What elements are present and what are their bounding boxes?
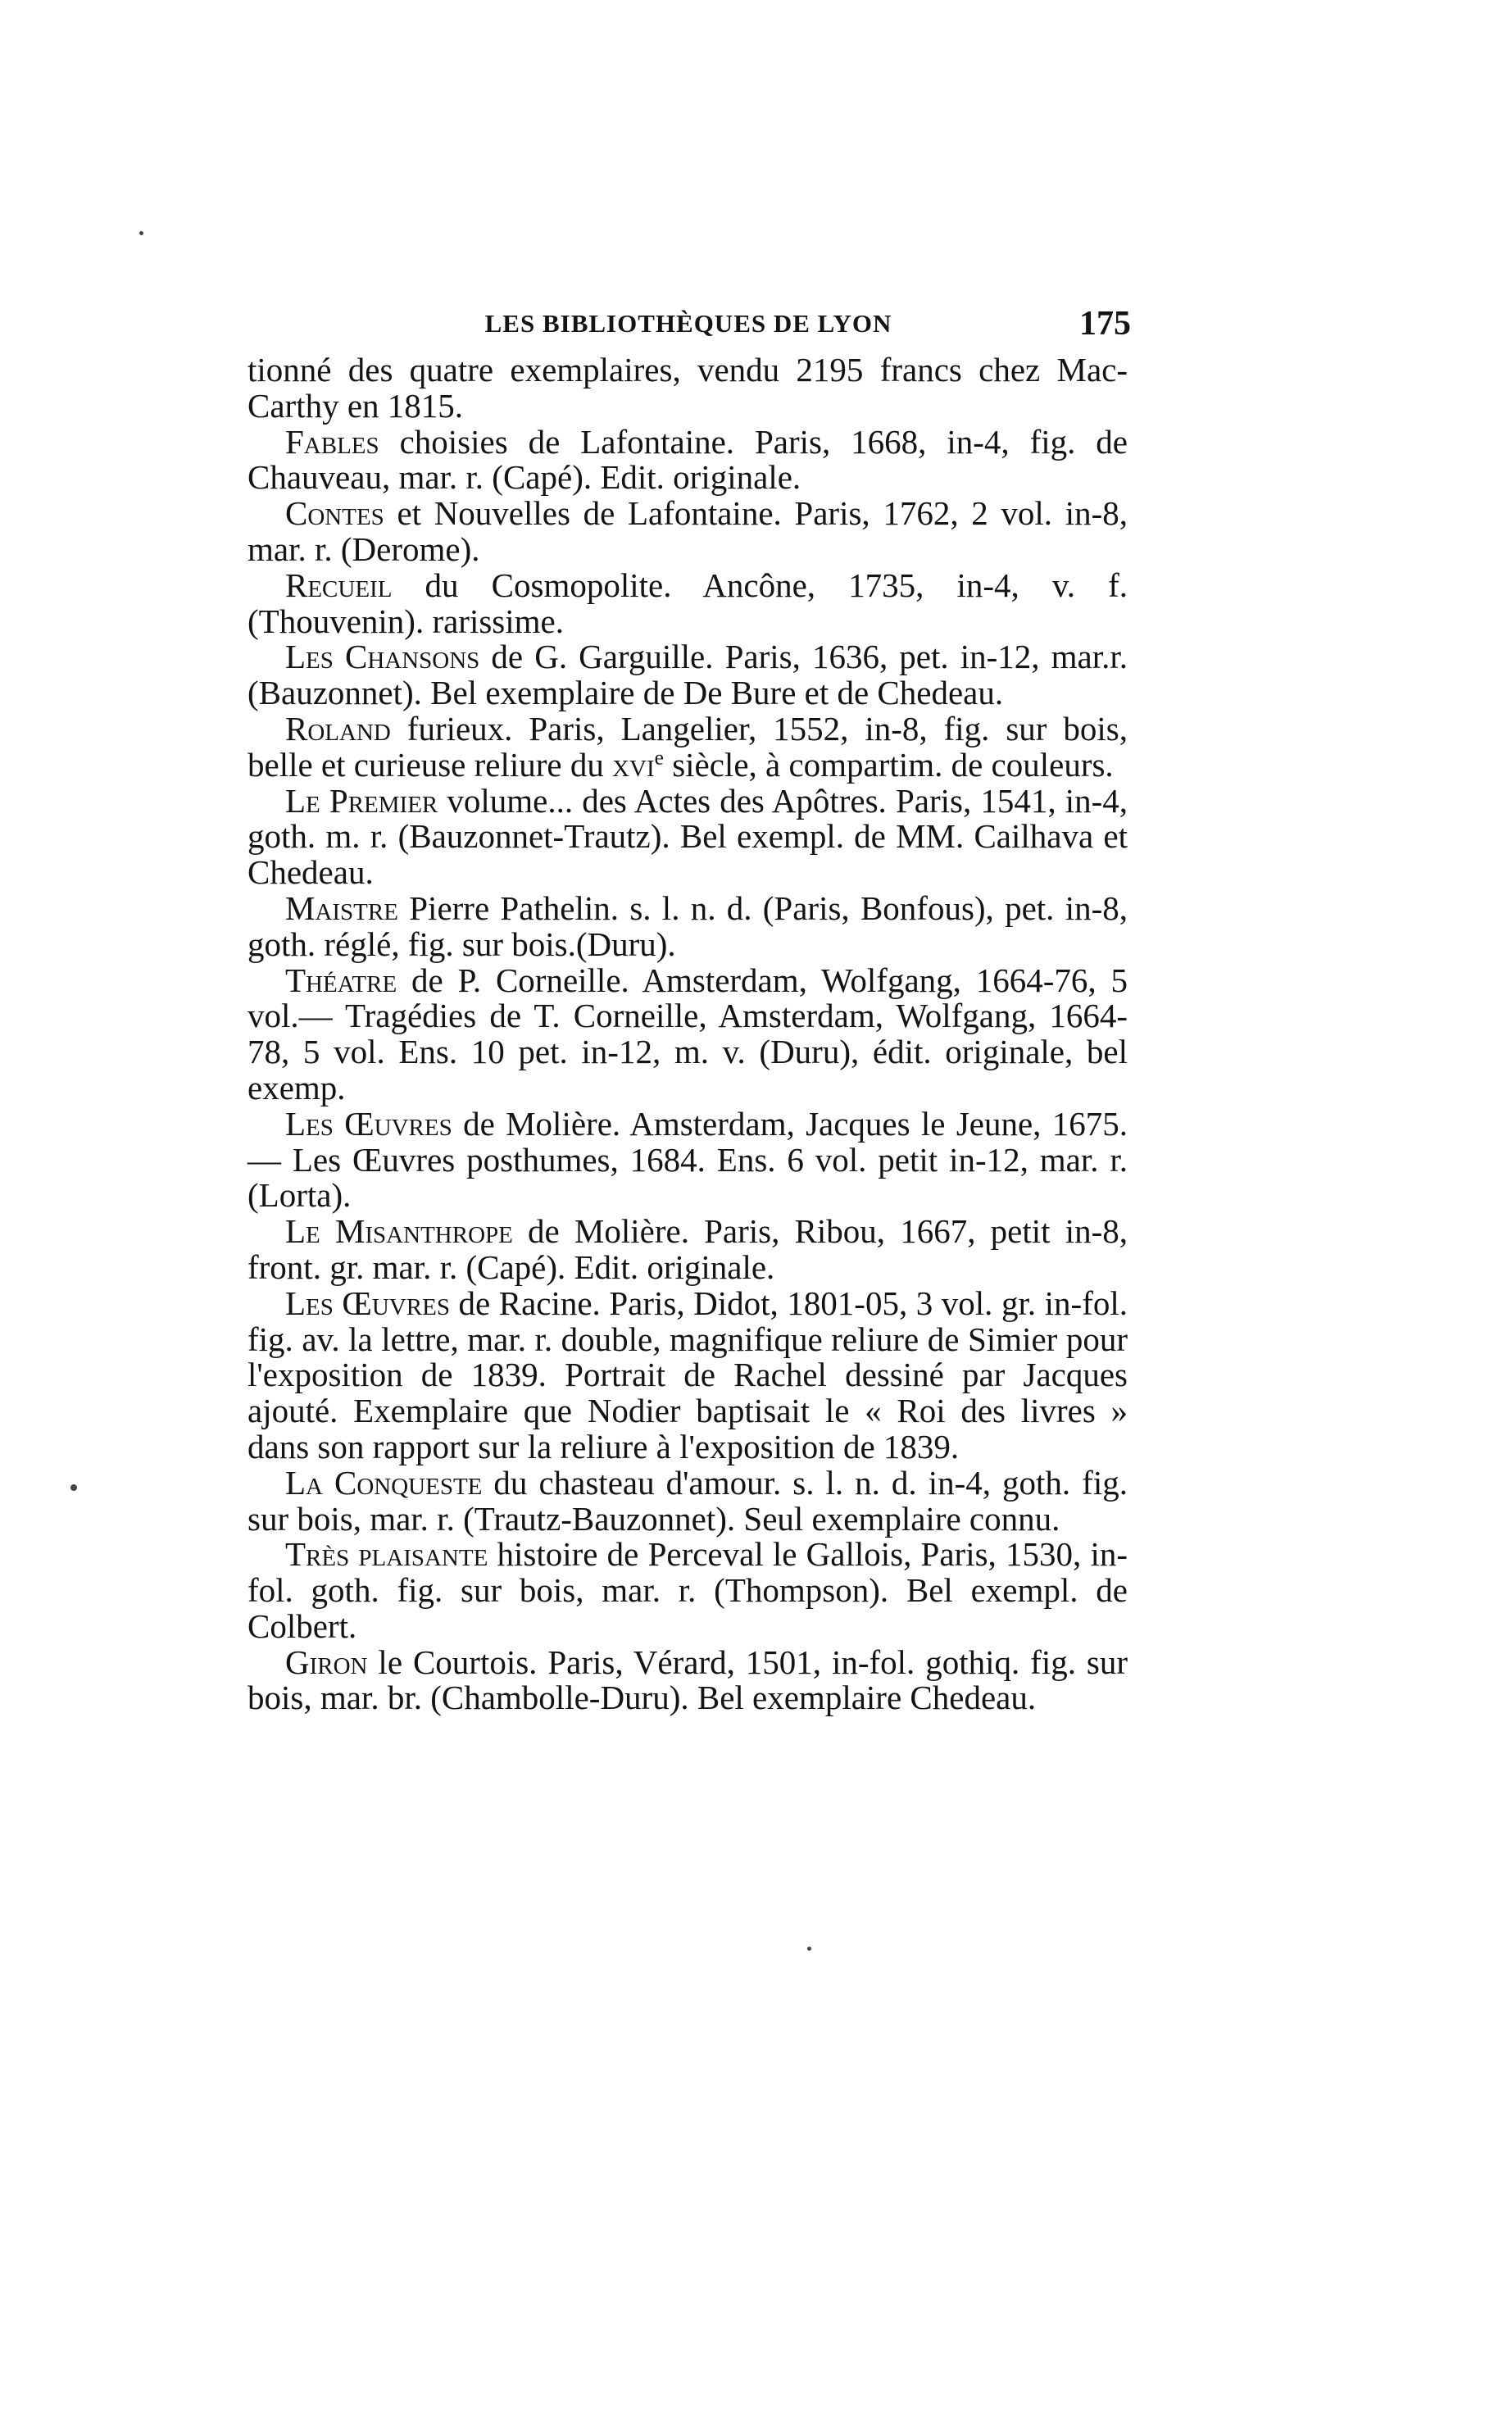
catalogue-entry (247, 1214, 1128, 1286)
catalogue-text (247, 352, 1128, 1716)
ink-speck (807, 1947, 811, 1951)
century-superscript: e (654, 746, 664, 770)
entry-text: tionné des quatre exemplaires, vendu 2195 francs chez Mac-Carthy en 1815. (247, 351, 1128, 425)
entry-lead: Fables (285, 422, 379, 461)
entry-lead: Maistre (285, 888, 398, 927)
ink-speck (70, 1484, 77, 1491)
entry-text: de P. Corneille. Amsterdam, Wolfgang, 1664-76, 5 vol.— Tragédies de T. Corneille, Amsterdam, Wolfgang, 1664-78, 5 vol. Ens. 10 pet. in-12, m. v. (Duru), édit. originale, bel exemp. (247, 961, 1128, 1106)
entry-text: siècle, à compartim. de couleurs. (663, 745, 1114, 784)
entry-lead: Giron (285, 1643, 368, 1681)
page-number: 175 (1079, 305, 1131, 343)
catalogue-entry (247, 568, 1128, 640)
entry-text: de G. Garguille. Paris, 1636, pet. in-12, mar.r. (Bauzonnet). Bel exemplaire de De Bure et de Chedeau. (247, 638, 1128, 712)
entry-lead: La Conqueste (285, 1463, 483, 1502)
entry-lead: Théatre (285, 961, 397, 999)
entry-text: de Molière. Amsterdam, Jacques le Jeune, 1675. — Les Œuvres posthumes, 1684. Ens. 6 vol. petit in-12, mar. r. (Lorta). (247, 1104, 1128, 1215)
entry-text: du chasteau d'amour. s. l. n. d. in-4, goth. fig. sur bois, mar. r. (Trautz-Bauzonnet). Seul exemplaire connu. (247, 1463, 1128, 1538)
entry-text: de Molière. Paris, Ribou, 1667, petit in-8, front. gr. mar. r. (Capé). Edit. originale. (247, 1212, 1128, 1286)
catalogue-entry (247, 1537, 1128, 1644)
catalogue-entry (247, 1465, 1128, 1538)
entry-text: furieux. Paris, Langelier, 1552, in-8, fig. sur bois, belle et curieuse reliure du (247, 709, 1128, 784)
entry-lead: Très plaisante (285, 1535, 488, 1574)
entry-lead: Contes (285, 494, 384, 533)
catalogue-entry (247, 639, 1128, 711)
catalogue-entry (247, 1645, 1128, 1717)
catalogue-entry (247, 711, 1128, 784)
catalogue-entry (247, 422, 1128, 497)
running-head (246, 299, 1131, 348)
ink-speck (139, 231, 143, 235)
entry-lead: Les Œuvres (285, 1104, 452, 1143)
entry-text: histoire de Perceval le Gallois, Paris, 1530, in-fol. goth. fig. sur bois, mar. r. (Thompson). Bel exempl. de Colbert. (247, 1535, 1128, 1645)
entry-lead: Recueil (285, 566, 393, 604)
catalogue-entry (247, 352, 1128, 425)
running-title: LES BIBLIOTHÈQUES DE LYON (484, 309, 892, 338)
entry-text: le Courtois. Paris, Vérard, 1501, in-fol. gothiq. fig. sur bois, mar. br. (Chambolle-Duru). Bel exemplaire Chedeau. (247, 1643, 1128, 1717)
entry-lead: Le Premier (285, 781, 438, 820)
catalogue-entry (247, 888, 1128, 963)
entry-lead: Roland (285, 709, 391, 747)
catalogue-entry (247, 781, 1128, 892)
catalogue-entry (247, 496, 1128, 568)
entry-lead: Le Misanthrope (285, 1212, 513, 1251)
entry-text: et Nouvelles de Lafontaine. Paris, 1762, 2 vol. in-8, mar. r. (Derome). (247, 494, 1128, 568)
entry-text: de Racine. Paris, Didot, 1801-05, 3 vol. gr. in-fol. fig. av. la lettre, mar. r. double, magnifique reliure de Simier pour l'exposition de 1839. Portrait de Rachel dessiné par Jacques ajouté. Exemplaire que Nodier baptisait le « Roi des livres » dans son rapport sur la reliure à l'exposition de 1839. (247, 1284, 1128, 1465)
entry-text: du Cosmopolite. Ancône, 1735, in-4, v. f. (Thouvenin). rarissime. (247, 566, 1128, 640)
century-numeral: xvi (612, 745, 655, 784)
catalogue-entry (247, 963, 1128, 1106)
catalogue-entry (247, 1106, 1128, 1214)
entry-text: Pierre Pathelin. s. l. n. d. (Paris, Bonfous), pet. in-8, goth. réglé, fig. sur bois.(Duru). (247, 888, 1128, 963)
catalogue-entry (247, 1286, 1128, 1465)
entry-text: volume... des Actes des Apôtres. Paris, 1541, in-4, goth. m. r. (Bauzonnet-Trautz). Bel exempl. de MM. Cailhava et Chedeau. (247, 781, 1128, 892)
entry-lead: Les Chansons (285, 638, 480, 676)
entry-text: choisies de Lafontaine. Paris, 1668, in-4, fig. de Chauveau, mar. r. (Capé). Edit. originale. (247, 422, 1128, 497)
entry-lead: Les Œuvres (285, 1284, 450, 1322)
